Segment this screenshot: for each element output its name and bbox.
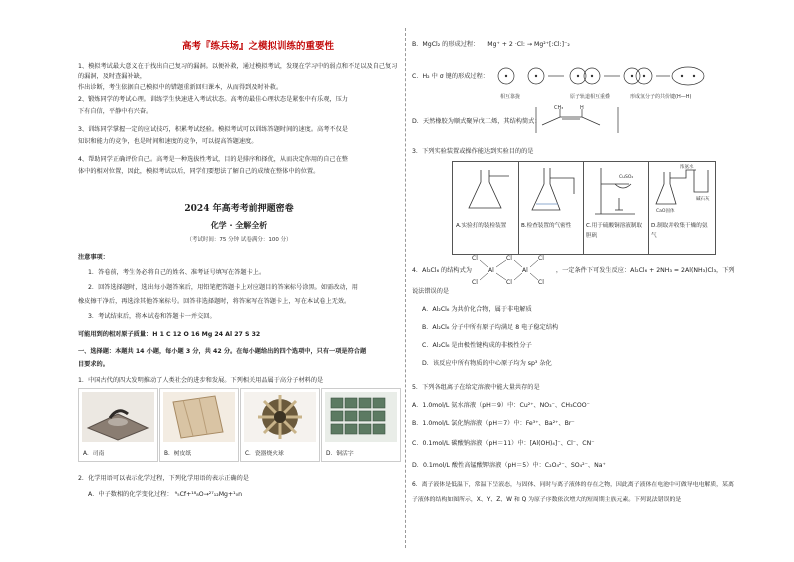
svg-text:Cl: Cl <box>472 279 478 286</box>
banner-title: 高考『练兵场』之模拟训练的重要性 <box>181 41 334 52</box>
svg-text:H: H <box>580 105 584 111</box>
q3-apparatus-table <box>452 161 716 255</box>
svg-text:Cl: Cl <box>538 255 544 262</box>
q5-option: A．1.0mol/L 氨水溶液（pH＝9）中：Cu²⁺、NO₃⁻、CH₃COO⁻ <box>412 402 590 409</box>
intro-line: 下有自信，平静中有兴奋。 <box>78 108 153 115</box>
svg-text:CuSO₄: CuSO₄ <box>619 175 634 180</box>
q4-ask: 说法错误的是 <box>412 288 450 295</box>
option-caption: B．树皮纸 <box>164 451 192 458</box>
option-caption: C．瓷器烧火球 <box>245 451 284 458</box>
apparatus-cell <box>453 162 519 254</box>
svg-text:Cl: Cl <box>538 279 544 286</box>
svg-text:浓氨水: 浓氨水 <box>680 165 694 170</box>
flask-apparatus-a <box>455 164 515 218</box>
right-column <box>412 0 735 562</box>
question-5: 5．下列各组离子在给定溶液中能大量共存的是 <box>412 384 540 391</box>
question-4-line <box>412 266 735 276</box>
intro-line: 3、训练同学掌握一定的应试技巧，积累考试经验。模拟考试可以训练答题时间的速度。高考不仅是 <box>78 126 348 133</box>
subject-title: 化学 · 全解全析 <box>210 221 268 230</box>
apparatus-cell <box>648 162 713 254</box>
option-caption: D．铜活字 <box>326 451 354 458</box>
q4-option: D．该反应中所有物质的中心原子均为 sp³ 杂化 <box>422 360 552 367</box>
intro-line: 1、模拟考试最大意义在于找出自己复习的漏洞。以便补救，通过模拟考试，发现在学习中的弱点和不足以及自己复习的漏洞，及时查漏补缺， <box>78 63 398 80</box>
svg-text:CH₃: CH₃ <box>554 105 564 111</box>
q4-option: C．Al₂Cl₆ 是由极性键构成的非极性分子 <box>422 342 532 349</box>
intro-line: 4、帮助同学正确评价自己。高考是一种选拔性考试，目的是排序和择优，从而决定你用的自己在整 <box>78 156 348 163</box>
q4-option: B．Al₂Cl₆ 分子中所有原子均满足 8 电子稳定结构 <box>422 324 559 331</box>
q2-option-c-label: C．H₂ 中 σ 键的形成过程： <box>412 73 489 80</box>
q2-option-d: D．天然橡胶为顺式聚异戊二烯，其结构简式： <box>412 118 541 125</box>
apparatus-caption: B.检查装置的气密性 <box>521 223 572 229</box>
h2-caption: 原子轨道相互重叠 <box>570 94 611 100</box>
movable-type-image <box>325 392 397 442</box>
q4-tail: ，一定条件下可发生反应：Al₂Cl₆ + 2NH₃ = 2Al(NH₃)Cl₃，下列 <box>555 267 735 274</box>
apparatus-caption: C.用于硫酸铜溶液制取胆矾 <box>586 223 643 239</box>
q4-option: A．Al₂Cl₆ 为共价化合物，属于非电解质 <box>422 306 532 313</box>
q4-intro: 4．Al₂Cl₆ 的结构式为 <box>412 267 472 274</box>
svg-text:Cl: Cl <box>472 255 478 262</box>
option-image <box>159 388 239 462</box>
polyisoprene-structure <box>532 103 622 137</box>
intro-line: 作出诊断，考生依据自己模拟中的错题重新回归课本，从而得到及时补救。 <box>78 84 283 91</box>
q5-option: C．0.1mol/L 碳酸钠溶液（pH＝11）中：[Al(OH)₄]⁻、Cl⁻、CN⁻ <box>412 440 595 447</box>
question-6-line: 子液体的结构如图所示，X、Y、Z、W 和 Q 为原子序数依次增大的短周期主族元素。下列说法错误的是 <box>412 497 682 503</box>
ammonia-apparatus <box>650 164 716 218</box>
section-heading: 目要求的。 <box>78 361 109 368</box>
al2cl6-structure <box>470 252 550 288</box>
intro-line: 体中的相对位置，因此，模拟考试以后，同学们要想法了解自己的成绩在整体中的位置。 <box>78 168 320 175</box>
apparatus-cell <box>583 162 649 254</box>
q2-option-b <box>412 40 712 50</box>
apparatus-cell <box>518 162 584 254</box>
question-2: 2．化学用语可以表示化学过程，下列化学用语的表示正确的是 <box>78 475 249 482</box>
apparatus-caption: D.制取并收集干燥的氨气 <box>651 223 708 239</box>
intro-line: 知识和能力的竞争，也是时间和速度的竞争，可以提高答题速度。 <box>78 138 258 145</box>
section-heading: 一、选择题：本题共 14 小题，每小题 3 分，共 42 分。在每小题给出的四个选项中，只有一项是符合题 <box>78 348 367 355</box>
h2-bond-diagram <box>492 58 712 104</box>
left-column <box>78 0 400 562</box>
flask-apparatus-b <box>520 164 580 218</box>
question-2-option-a: A．中子数相的化学变化过程： ⁹₅Cf+¹⁸₈O→²⁷₁₂Mg+¹₀n <box>88 491 243 498</box>
paper-image <box>163 392 235 442</box>
option-image <box>321 388 401 462</box>
h2-caption: 形成氢分子的共价键(H—H) <box>630 94 692 100</box>
exam-title: 2024 年高考考前押题密卷 <box>184 204 294 214</box>
column-divider <box>405 28 406 548</box>
h2-caption: 相互靠拢 <box>500 94 521 100</box>
svg-text:Cl: Cl <box>506 255 512 262</box>
fireball-image <box>244 392 316 442</box>
option-image <box>78 388 158 462</box>
notice-item: 1．答卷前，考生务必将自己的姓名、准考证号填写在答题卡上。 <box>88 269 266 276</box>
question-1: 1．中国古代的四大发明推动了人类社会的进步和发展。下列相关用品属于高分子材料的是 <box>78 377 324 384</box>
compass-image <box>82 392 154 442</box>
intro-line: 2、锻炼同学的考试心理。训练学生快速进入考试状态。高考的最佳心理状态是紧张中有乐观，压力 <box>78 96 348 103</box>
q5-option: D．0.1mol/L 酸性高锰酸钾溶液（pH＝5）中：C₂O₄²⁻、SO₄²⁻、Na⁺ <box>412 462 606 469</box>
svg-text:Al: Al <box>488 267 494 274</box>
question-3: 3．下列实验装置或操作能达到实验目的的是 <box>412 148 534 155</box>
apparatus-caption: A.实验打的装检装置 <box>456 223 507 229</box>
question-6-line: 6．离子液体是低温下，常温下呈液态，与固体、同时与离子液体的存在之物，因此离子液体在电池中可做导电电解质，某离 <box>412 482 734 488</box>
notice-heading: 注意事项： <box>78 254 109 261</box>
option-image <box>240 388 320 462</box>
svg-text:Cl: Cl <box>506 279 512 286</box>
svg-text:Al: Al <box>522 267 528 274</box>
notice-item: 3．考试结束后，将本试卷和答题卡一并交回。 <box>88 313 216 320</box>
notice-item: 2．回答选择题时，选出每小题答案后，用铅笔把答题卡上对应题目的答案标号涂黑。如需改动，用 <box>88 284 358 291</box>
option-caption: A．司南 <box>83 451 105 458</box>
mgcl2-formula: Mg⁺ + 2 ·Cl: → Mg²⁺[:Cl:]⁻₂ <box>487 41 570 48</box>
q1-image-row <box>78 388 400 460</box>
notice-item: 橡皮擦干净后，再选涂其他答案标号。回答非选择题时，将答案写在答题卡上，写在本试卷上无效。 <box>78 298 351 305</box>
evaporating-dish-apparatus <box>585 164 645 218</box>
exam-info: （考试时间：75 分钟 试卷满分：100 分） <box>186 237 292 243</box>
atomic-masses: 可能用到的相对原子质量：H 1 C 12 O 16 Mg 24 Al 27 S 32 <box>78 331 261 338</box>
q5-option: B．1.0mol/L 氯化钠溶液（pH＝7）中：Fe³⁺、Ba²⁺、Br⁻ <box>412 420 575 427</box>
svg-text:CaO固体: CaO固体 <box>656 209 675 214</box>
svg-text:碱石灰: 碱石灰 <box>696 197 710 202</box>
q2-option-b-label: B．MgCl₂ 的形成过程： <box>412 41 480 48</box>
